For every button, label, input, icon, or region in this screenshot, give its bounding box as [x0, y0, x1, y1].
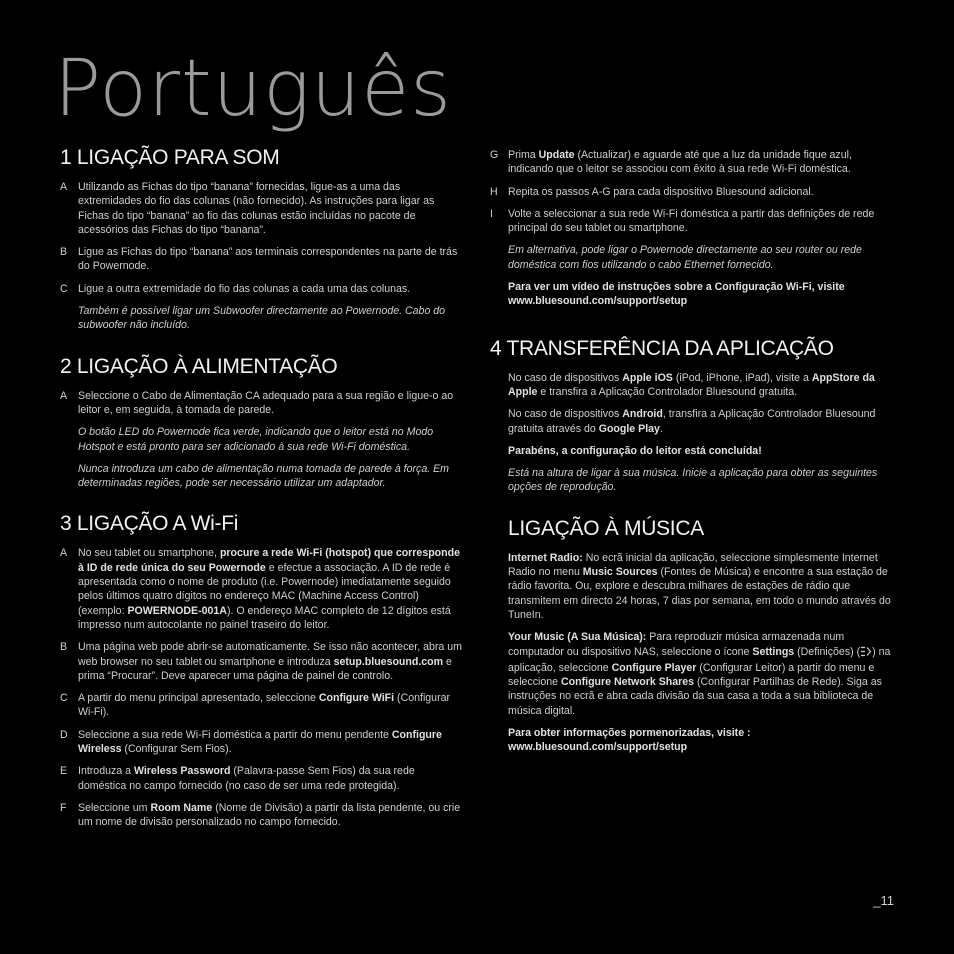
your-music-paragraph — [508, 630, 894, 718]
section-heading-sound: 1 LIGAÇÃO PARA SOM — [60, 146, 280, 169]
bold-run: AppStore da Apple — [508, 371, 875, 398]
section-music-connection — [490, 517, 894, 755]
step-letter: E — [60, 765, 68, 778]
section-heading-app: 4 TRANSFERÊNCIA DA APLICAÇÃO — [490, 336, 834, 360]
ios-paragraph — [508, 371, 894, 400]
bold-run: Wireless Password — [133, 765, 231, 778]
bold-run: Google Play — [598, 422, 660, 435]
step-3g — [490, 148, 894, 177]
text-run: No ecrã inicial da aplicação, seleccione simplesmente Internet Radio no menu — [508, 551, 878, 579]
section-heading-music: LIGAÇÃO À MÚSICA — [508, 516, 704, 540]
step-text — [78, 764, 464, 793]
section-sound-connection — [60, 146, 464, 333]
bold-run: Your Music (A Sua Música): — [508, 631, 647, 644]
step-text: Utilizando as Fichas do tipo “banana” fornecidas, ligue-as a uma das extremidades do fio das colunas (não fornecido). As instruções para ligar as Fichas do tipo “banana” ao fio das colunas estão incluídas no pacote de acessórios das Fichas do tipo “banana”. — [78, 181, 435, 236]
text-run: No seu tablet ou smartphone, — [78, 547, 220, 560]
bold-run: procure a rede Wi-Fi (hotspot) que corresponde à ID de rede única do seu Powernode — [78, 547, 460, 574]
text-run: (Configurar Sem Fios). — [121, 743, 232, 756]
led-note: O botão LED do Powernode fica verde, indicando que o leitor está no Modo Hotspot e está pronto para ser adicionado à sua rede Wi-Fi doméstica. — [78, 426, 434, 453]
step-letter: D — [60, 728, 68, 741]
bold-run: Apple iOS — [622, 371, 673, 384]
section-heading-wifi: 3 LIGAÇÃO A Wi-Fi — [60, 512, 239, 536]
step-3e — [60, 764, 464, 793]
text-run: (Configurar Partilhas de Rede). Siga as instruções no ecrã e abra cada divisão da sua casa a toda a sua biblioteca de música digital. — [508, 676, 882, 717]
internet-radio-paragraph — [508, 551, 894, 622]
step-3h — [490, 185, 894, 199]
step-1a — [60, 180, 464, 237]
text-run: e prima “Procurar”. Deve aparecer uma página de painel de controlo. — [78, 655, 452, 682]
left-column — [60, 146, 464, 852]
step-3i — [490, 207, 894, 236]
bold-run: Room Name — [150, 801, 213, 814]
bold-run: Internet Radio: — [508, 551, 583, 564]
section-heading-power: 2 LIGAÇÃO À ALIMENTAÇÃO — [60, 354, 338, 378]
step-letter: A — [60, 181, 68, 193]
text-run: e efectue a associação. A ID de rede é apresentada como o nome de produto (i.e. Powernode) imediatamente seguido pelos últimos quatro dígitos no endereço MAC (Machine Access Control) (exemplo: — [78, 561, 451, 617]
text-run: (Nome de Divisão) a partir da lista pendente, ou crie um nome de divisão personalizado no campo fornecido. — [78, 801, 461, 829]
text-run: (Fontes de Música) e encontre a sua estação de rádio favorita. Ou, explore e descubra milhares de estações de rádio que transmitem em directo 24 horas, 7 dias por semana, em todo o mundo através do TuneIn. — [508, 566, 891, 621]
step-1c — [60, 282, 464, 296]
step-text — [78, 640, 464, 683]
video-instructions: Para ver um vídeo de instruções sobre a Configuração Wi-Fi, visite www.bluesound.com/support/setup — [508, 281, 845, 308]
bold-run: Configure WiFi — [318, 692, 395, 705]
text-run: No caso de dispositivos — [508, 408, 623, 421]
text-run: Introduza a — [78, 765, 134, 778]
section-wifi-connection — [60, 512, 464, 829]
step-letter: F — [60, 801, 67, 814]
step-text — [78, 801, 464, 830]
step-3d — [60, 728, 464, 757]
step-letter: G — [490, 149, 499, 161]
bold-run: Configure Wireless — [78, 728, 442, 756]
step-letter: C — [60, 692, 68, 705]
step-2a — [60, 389, 464, 418]
step-text — [78, 546, 464, 632]
text-run: (Palavra-passe Sem Fios) da sua rede doméstica no campo fornecido (no caso de ser uma rede protegida). — [78, 765, 415, 792]
text-run: ) na aplicação, seleccione — [508, 645, 891, 674]
bold-run: Music Sources — [582, 566, 658, 579]
text-run: , transfira a Aplicação Controlador Bluesound gratuita através do — [508, 408, 876, 435]
step-text — [78, 728, 464, 757]
step-1b — [60, 245, 464, 274]
text-run: (Configurar Wi-Fi). — [78, 692, 451, 719]
page-title: Português — [54, 44, 452, 134]
step-letter: A — [60, 547, 68, 560]
setup-url: setup.bluesound.com — [333, 655, 444, 668]
text-run: A partir do menu principal apresentado, seleccione — [78, 692, 319, 705]
text-run: No caso de dispositivos — [508, 371, 623, 384]
text-run: Seleccione um — [78, 801, 151, 814]
step-3a — [60, 546, 464, 632]
bold-run: Configure Player — [611, 661, 697, 674]
power-warning-note: Nunca introduza um cabo de alimentação numa tomada de parede à força. Em determinadas regiões, pode ser necessário utilizar um adaptador. — [78, 462, 449, 490]
text-run: ). O endereço MAC completo de 12 dígitos está impresso num autocolante no painel traseiro do leitor. — [78, 604, 451, 631]
setup-complete-message: Parabéns, a configuração do leitor está concluída! — [508, 444, 762, 457]
android-paragraph — [508, 407, 894, 436]
bold-run: Android — [622, 408, 663, 421]
text-run: Prima — [508, 149, 539, 161]
step-text: Seleccione o Cabo de Alimentação CA adequado para a sua região e ligue-o ao leitor e, em seguida, à tomada de parede. — [78, 389, 454, 416]
ethernet-note: Em alternativa, pode ligar o Powernode directamente ao seu router ou rede doméstica com fios utilizando o cabo Ethernet fornecido. — [508, 244, 862, 271]
more-info-link: Para obter informações pormenorizadas, visite : www.bluesound.com/support/setup — [508, 727, 751, 754]
text-run: (Configurar Leitor) a partir do menu e seleccione — [508, 661, 875, 689]
step-text — [508, 148, 894, 177]
step-letter: I — [490, 207, 493, 220]
text-run: (Actualizar) e aguarde até que a luz da unidade fique azul, indicando que o leitor se associou com êxito à sua rede Wi-Fi doméstica. — [508, 149, 852, 176]
step-letter: A — [60, 389, 68, 402]
text-run: . — [659, 422, 663, 435]
page-number: _11 — [873, 893, 894, 908]
right-column — [490, 148, 894, 777]
step-3c — [60, 691, 464, 720]
settings-menu-icon — [860, 646, 872, 661]
network-id-example: POWERNODE-001A — [127, 604, 227, 617]
step-letter: B — [60, 246, 68, 259]
subwoofer-note: Também é possível ligar um Subwoofer directamente ao Powernode. Cabo do subwoofer não incluído. — [78, 305, 446, 332]
bold-run: Update — [538, 149, 575, 161]
text-run: e transfira a Aplicação Controlador Bluesound gratuita. — [537, 385, 798, 398]
step-letter: C — [60, 282, 68, 295]
section-wifi-continued — [490, 148, 894, 309]
bold-run: Configure Network Shares — [561, 676, 695, 689]
start-app-note: Está na altura de ligar à sua música. Inicie a aplicação para obter as seguintes opções de reprodução. — [508, 467, 878, 494]
section-power-connection — [60, 355, 464, 491]
step-text: Ligue as Fichas do tipo “banana” aos terminais correspondentes na parte de trás do Powernode. — [78, 246, 458, 273]
section-app-download — [490, 337, 894, 495]
step-text: Volte a seleccionar a sua rede Wi-Fi doméstica a partir das definições de rede principal do seu tablet ou smartphone. — [508, 207, 875, 235]
step-letter: H — [490, 185, 498, 198]
text-run: Seleccione a sua rede Wi-Fi doméstica a partir do menu pendente — [78, 728, 392, 741]
text-run: Uma página web pode abrir-se automaticamente. Se isso não acontecer, abra um web browser no seu tablet ou smartphone e introduza — [78, 641, 462, 668]
step-text: Ligue a outra extremidade do fio das colunas a cada uma das colunas. — [78, 282, 411, 295]
text-run: (iPod, iPhone, iPad), visite a — [672, 371, 812, 384]
text-run: Para reproduzir música armazenada num computador ou dispositivo NAS, seleccione o ícone — [508, 631, 845, 658]
bold-run: Settings — [752, 645, 795, 658]
step-3f — [60, 801, 464, 830]
step-3b — [60, 640, 464, 683]
text-run: (Definições) ( — [794, 645, 861, 658]
step-text: Repita os passos A-G para cada dispositivo Bluesound adicional. — [508, 185, 814, 198]
step-text — [78, 691, 464, 720]
step-letter: B — [60, 641, 68, 654]
